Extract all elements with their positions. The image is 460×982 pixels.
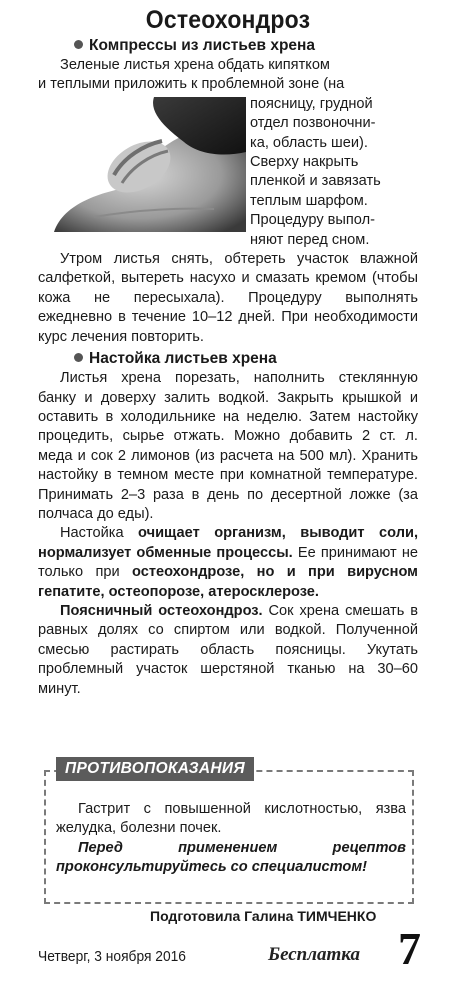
text-line: Процедуру выпол- bbox=[250, 212, 375, 229]
paragraph: Листья хрена порезать, наполнить стеклянную банку и доверху залить водкой. Закрыть крышкой и оставить в холодильнике на неделю. Затем настойку процедить, сырье отжать. Можно добавить 2 ст. л. меда и сок 2 лимонов (из расчета на 500 мл). Хранить настойку в темном месте при комнатной температуре. Принимать 2–3 раза в день по десертной ложке (за полчаса до еды). bbox=[38, 370, 418, 522]
newspaper-logo: Бесплатка bbox=[268, 944, 360, 965]
paragraph: Утром листья снять, обтереть участок влажной салфеткой, вытереть насухо и смазать кремом (чтобы кожа не пересыхала). Процедуру выполнять ежедневно в течение 10–12 дней. При необходимости курс лечения повторить. bbox=[38, 251, 418, 345]
section-heading-tincture: Настойка листьев хрена bbox=[74, 349, 418, 369]
contraindications-label: ПРОТИВОПОКАЗАНИЯ bbox=[56, 757, 254, 781]
page-number: 7 bbox=[398, 923, 421, 974]
page-title: Остеохондроз bbox=[145, 6, 311, 34]
text-line: теплым шарфом. bbox=[250, 192, 368, 209]
text-line: отдел позвоночни- bbox=[250, 115, 376, 132]
text-line: Сверху накрыть bbox=[250, 154, 359, 171]
bullet-icon bbox=[74, 40, 83, 49]
text-line: и теплыми приложить к проблемной зоне (на bbox=[38, 76, 345, 93]
contraindications-content bbox=[56, 800, 406, 878]
text-line: няют перед сном. bbox=[250, 231, 370, 248]
text-line: Зеленые листья хрена обдать кипятком bbox=[60, 57, 330, 73]
wrapped-text bbox=[250, 95, 418, 250]
paragraph: Поясничный остеохондроз. Сок хрена смешать в равных долях со спиртом или водкой. Полученной смесью растирать область поясницы. Укутать проблемный участок шерстяной тканью на 30–60 минут. bbox=[38, 602, 418, 697]
section-heading-compress: Компрессы из листьев хрена bbox=[74, 36, 418, 56]
issue-date: Четверг, 3 ноября 2016 bbox=[38, 948, 186, 965]
text-line: поясницу, грудной bbox=[250, 95, 373, 112]
text-line: пленкой и завязать bbox=[250, 173, 381, 190]
contraindications-text: Гастрит с повышенной кислотностью, язва желудка, болезни почек. bbox=[56, 801, 406, 837]
bullet-icon bbox=[74, 353, 83, 362]
neck-pain-photo bbox=[34, 97, 246, 232]
warning-text: Перед применением рецептов проконсультируйтесь со специалистом! bbox=[56, 839, 406, 876]
text-line: ка, область шеи). bbox=[250, 134, 368, 151]
paragraph: Настойка очищает организм, выводит соли, нормализует обменные процессы. Ее принимают не только при остеохондрозе, но и при вирусном гепатите, остеопорозе, атеросклерозе. bbox=[38, 525, 418, 600]
author-credit: Подготовила Галина ТИМЧЕНКО bbox=[150, 908, 377, 924]
photo-block bbox=[38, 95, 418, 250]
